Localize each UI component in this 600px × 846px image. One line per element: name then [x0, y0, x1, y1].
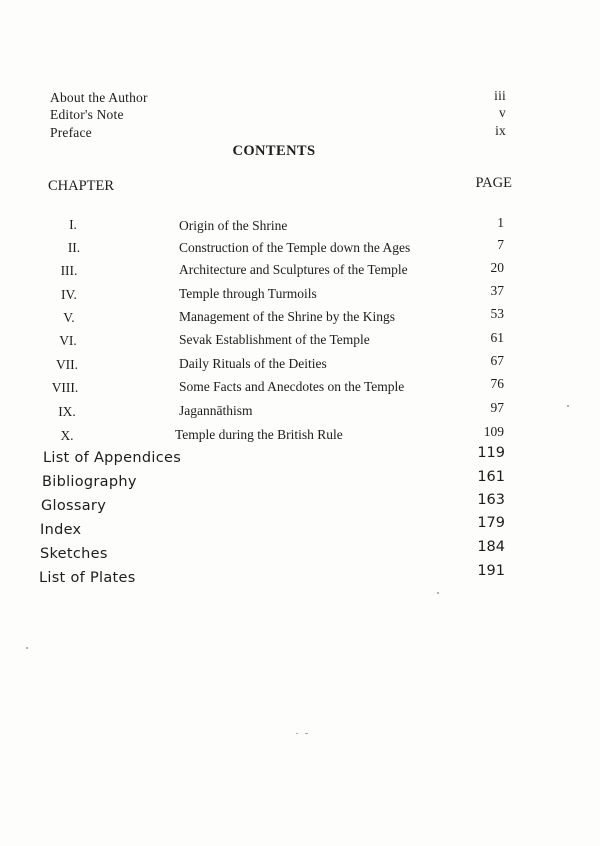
chapter-number: IV.: [61, 287, 77, 302]
chapter-page: 109: [483, 424, 504, 439]
chapter-column-header: CHAPTER: [48, 178, 115, 194]
chapter-number: III.: [60, 263, 78, 278]
chapter-page: 67: [490, 353, 504, 368]
front-matter-page: ix: [495, 123, 506, 138]
back-matter-page: 179: [477, 515, 505, 531]
scan-speck: [305, 733, 308, 734]
page-column-header: PAGE: [475, 175, 512, 191]
scan-speck: [26, 647, 28, 649]
back-matter-page: 163: [477, 492, 505, 508]
chapter-title: Architecture and Sculptures of the Temple: [179, 262, 408, 277]
chapter-title: Temple during the British Rule: [175, 427, 343, 442]
back-matter-label: List of Plates: [39, 570, 136, 586]
chapter-number: VIII.: [51, 380, 79, 395]
back-matter-label: Sketches: [40, 546, 108, 562]
scan-speck: [296, 733, 298, 734]
back-matter-label: Bibliography: [42, 474, 137, 490]
back-matter-label: List of Appendices: [43, 450, 182, 466]
back-matter-label: Index: [40, 522, 82, 538]
front-matter-label: Preface: [50, 125, 92, 140]
chapter-number: I.: [69, 217, 77, 232]
contents-heading: CONTENTS: [232, 143, 316, 159]
chapter-page: 20: [490, 260, 504, 275]
chapter-title: Some Facts and Anecdotes on the Temple: [179, 379, 405, 394]
back-matter-label: Glossary: [41, 498, 107, 514]
chapter-title: Construction of the Temple down the Ages: [179, 240, 411, 255]
chapter-title: Origin of the Shrine: [179, 218, 288, 233]
chapter-page: 37: [490, 283, 504, 298]
chapter-title: Temple through Turmoils: [179, 286, 317, 301]
chapter-page: 76: [490, 376, 504, 391]
front-matter-page: v: [499, 105, 506, 120]
chapter-number: X.: [60, 428, 74, 443]
scan-speck: [437, 592, 439, 594]
chapter-number: VI.: [59, 333, 77, 348]
front-matter-page: iii: [494, 88, 506, 103]
chapter-page: 1: [497, 215, 504, 230]
chapter-title: Sevak Establishment of the Temple: [179, 332, 370, 347]
chapter-title: Daily Rituals of the Deities: [179, 356, 327, 371]
front-matter-label: About the Author: [50, 90, 148, 105]
chapter-number: II.: [67, 240, 81, 255]
chapter-page: 7: [497, 237, 504, 252]
chapter-page: 53: [490, 306, 504, 321]
chapter-title: Jagannāthism: [179, 403, 253, 418]
chapter-number: VII.: [55, 357, 79, 372]
chapter-page: 61: [490, 330, 504, 345]
back-matter-page: 184: [477, 539, 505, 555]
chapter-number: V.: [63, 310, 75, 325]
back-matter-page: 161: [477, 469, 505, 485]
chapter-title: Management of the Shrine by the Kings: [179, 309, 395, 324]
chapter-page: 97: [490, 400, 504, 415]
chapter-number: IX.: [58, 404, 76, 419]
back-matter-page: 119: [477, 445, 505, 461]
back-matter-page: 191: [477, 563, 505, 579]
front-matter-label: Editor's Note: [50, 107, 124, 122]
scan-speck: [567, 405, 569, 407]
